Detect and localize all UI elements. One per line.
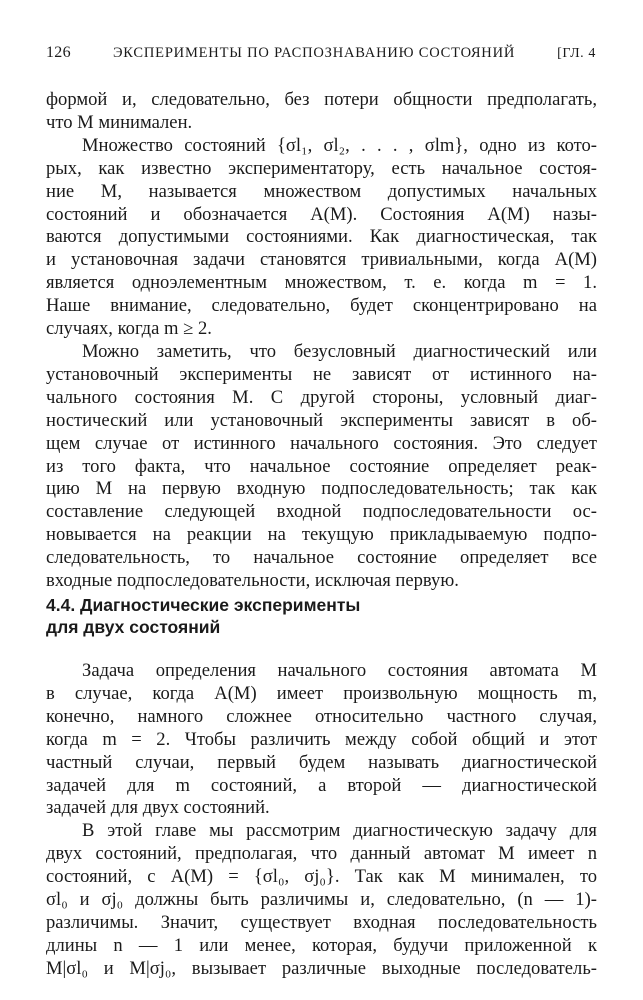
running-head [46,44,596,62]
text-line: состояний, с A(M) = {σl₀, σj₀}. Так как M минимален, то [46,866,597,888]
text-line: новывается на реакции на текущую прикладываемую подпо- [46,524,597,546]
text-line: цию M на первую входную подпоследовательность; так как [46,478,597,500]
text-line: ностический или установочный эксперименты зависят в об- [46,409,597,431]
text-line: длины n — 1 или менее, которая, будучи приложенной к [46,934,597,956]
text-line: В этой главе мы рассмотрим диагностическую задачу для [82,820,597,842]
text-line: ние M, называется множеством допустимых начальных [46,180,597,202]
body-text-bottom [46,660,597,981]
text-line: чального состояния M. С другой стороны, условный диаг- [46,386,597,408]
section-heading-line: для двух состояний [46,617,221,637]
text-line: Наше внимание, следовательно, будет сконцентрировано на [46,295,597,317]
body-text-top [46,89,597,593]
running-title: ЭКСПЕРИМЕНТЫ ПО РАСПОЗНАВАНИЮ СОСТОЯНИЙ [112,45,516,61]
text-line: составление следующей входной подпоследовательности ос- [46,501,597,523]
text-line: Задача определения начального состояния автомата M [82,660,597,681]
text-line: установочный эксперименты не зависят от истинного на- [46,363,597,385]
text-line: формой и, следовательно, без потери общности предполагать, [46,89,597,110]
text-line: когда m = 2. Чтобы различить между собой общий и этот [46,728,597,750]
text-line: задачей для двух состояний. [46,797,270,819]
section-heading-line: 4.4. Диагностические эксперименты [46,595,361,615]
text-line: задачей для m состояний, а второй — диагностической [46,774,597,796]
text-line: конечно, намного сложнее относительно частного случая, [46,705,597,727]
text-line: M|σl₀ и M|σj₀, вызывает различные выходные последователь- [46,957,597,979]
text-line: рых, как известно экспериментатору, есть начальное состоя- [46,157,597,179]
text-line: Множество состояний {σl₁, σl₂, . . . , σlm}, одно из кото- [82,134,597,156]
page-number: 126 [46,44,71,61]
text-line: случаях, когда m ≥ 2. [46,318,212,340]
chapter-label: [ГЛ. 4 [557,46,596,61]
section-heading [46,594,597,638]
text-line: различимы. Значит, существует входная последовательность [46,911,597,933]
text-line: щем случае от истинного начального состояния. Это следует [46,432,597,454]
text-line: ваются допустимыми состояниями. Как диагностическая, так [46,226,597,248]
text-line: состояний и обозначается A(M). Состояния A(M) назы- [46,203,597,225]
text-line: что M минимален. [46,111,193,133]
text-line: Можно заметить, что безусловный диагностический или [82,340,597,362]
text-line: следовательность, то начальное состояние определяет все [46,547,597,569]
text-line: σl₀ и σj₀ должны быть различимы и, следовательно, (n — 1)- [46,889,597,911]
text-line: из того факта, что начальное состояние определяет реак- [46,455,597,477]
text-line: и установочная задачи становятся тривиальными, когда A(M) [46,249,597,271]
text-line: частный случаи, первый будем называть диагностической [46,751,597,773]
text-line: входные подпоследовательности, исключая первую. [46,570,459,592]
text-line: является одноэлементным множеством, т. е. когда m = 1. [46,272,597,294]
text-line: двух состояний, предполагая, что данный автомат M имеет n [46,843,597,865]
text-line: в случае, когда A(M) имеет произвольную мощность m, [46,682,597,704]
